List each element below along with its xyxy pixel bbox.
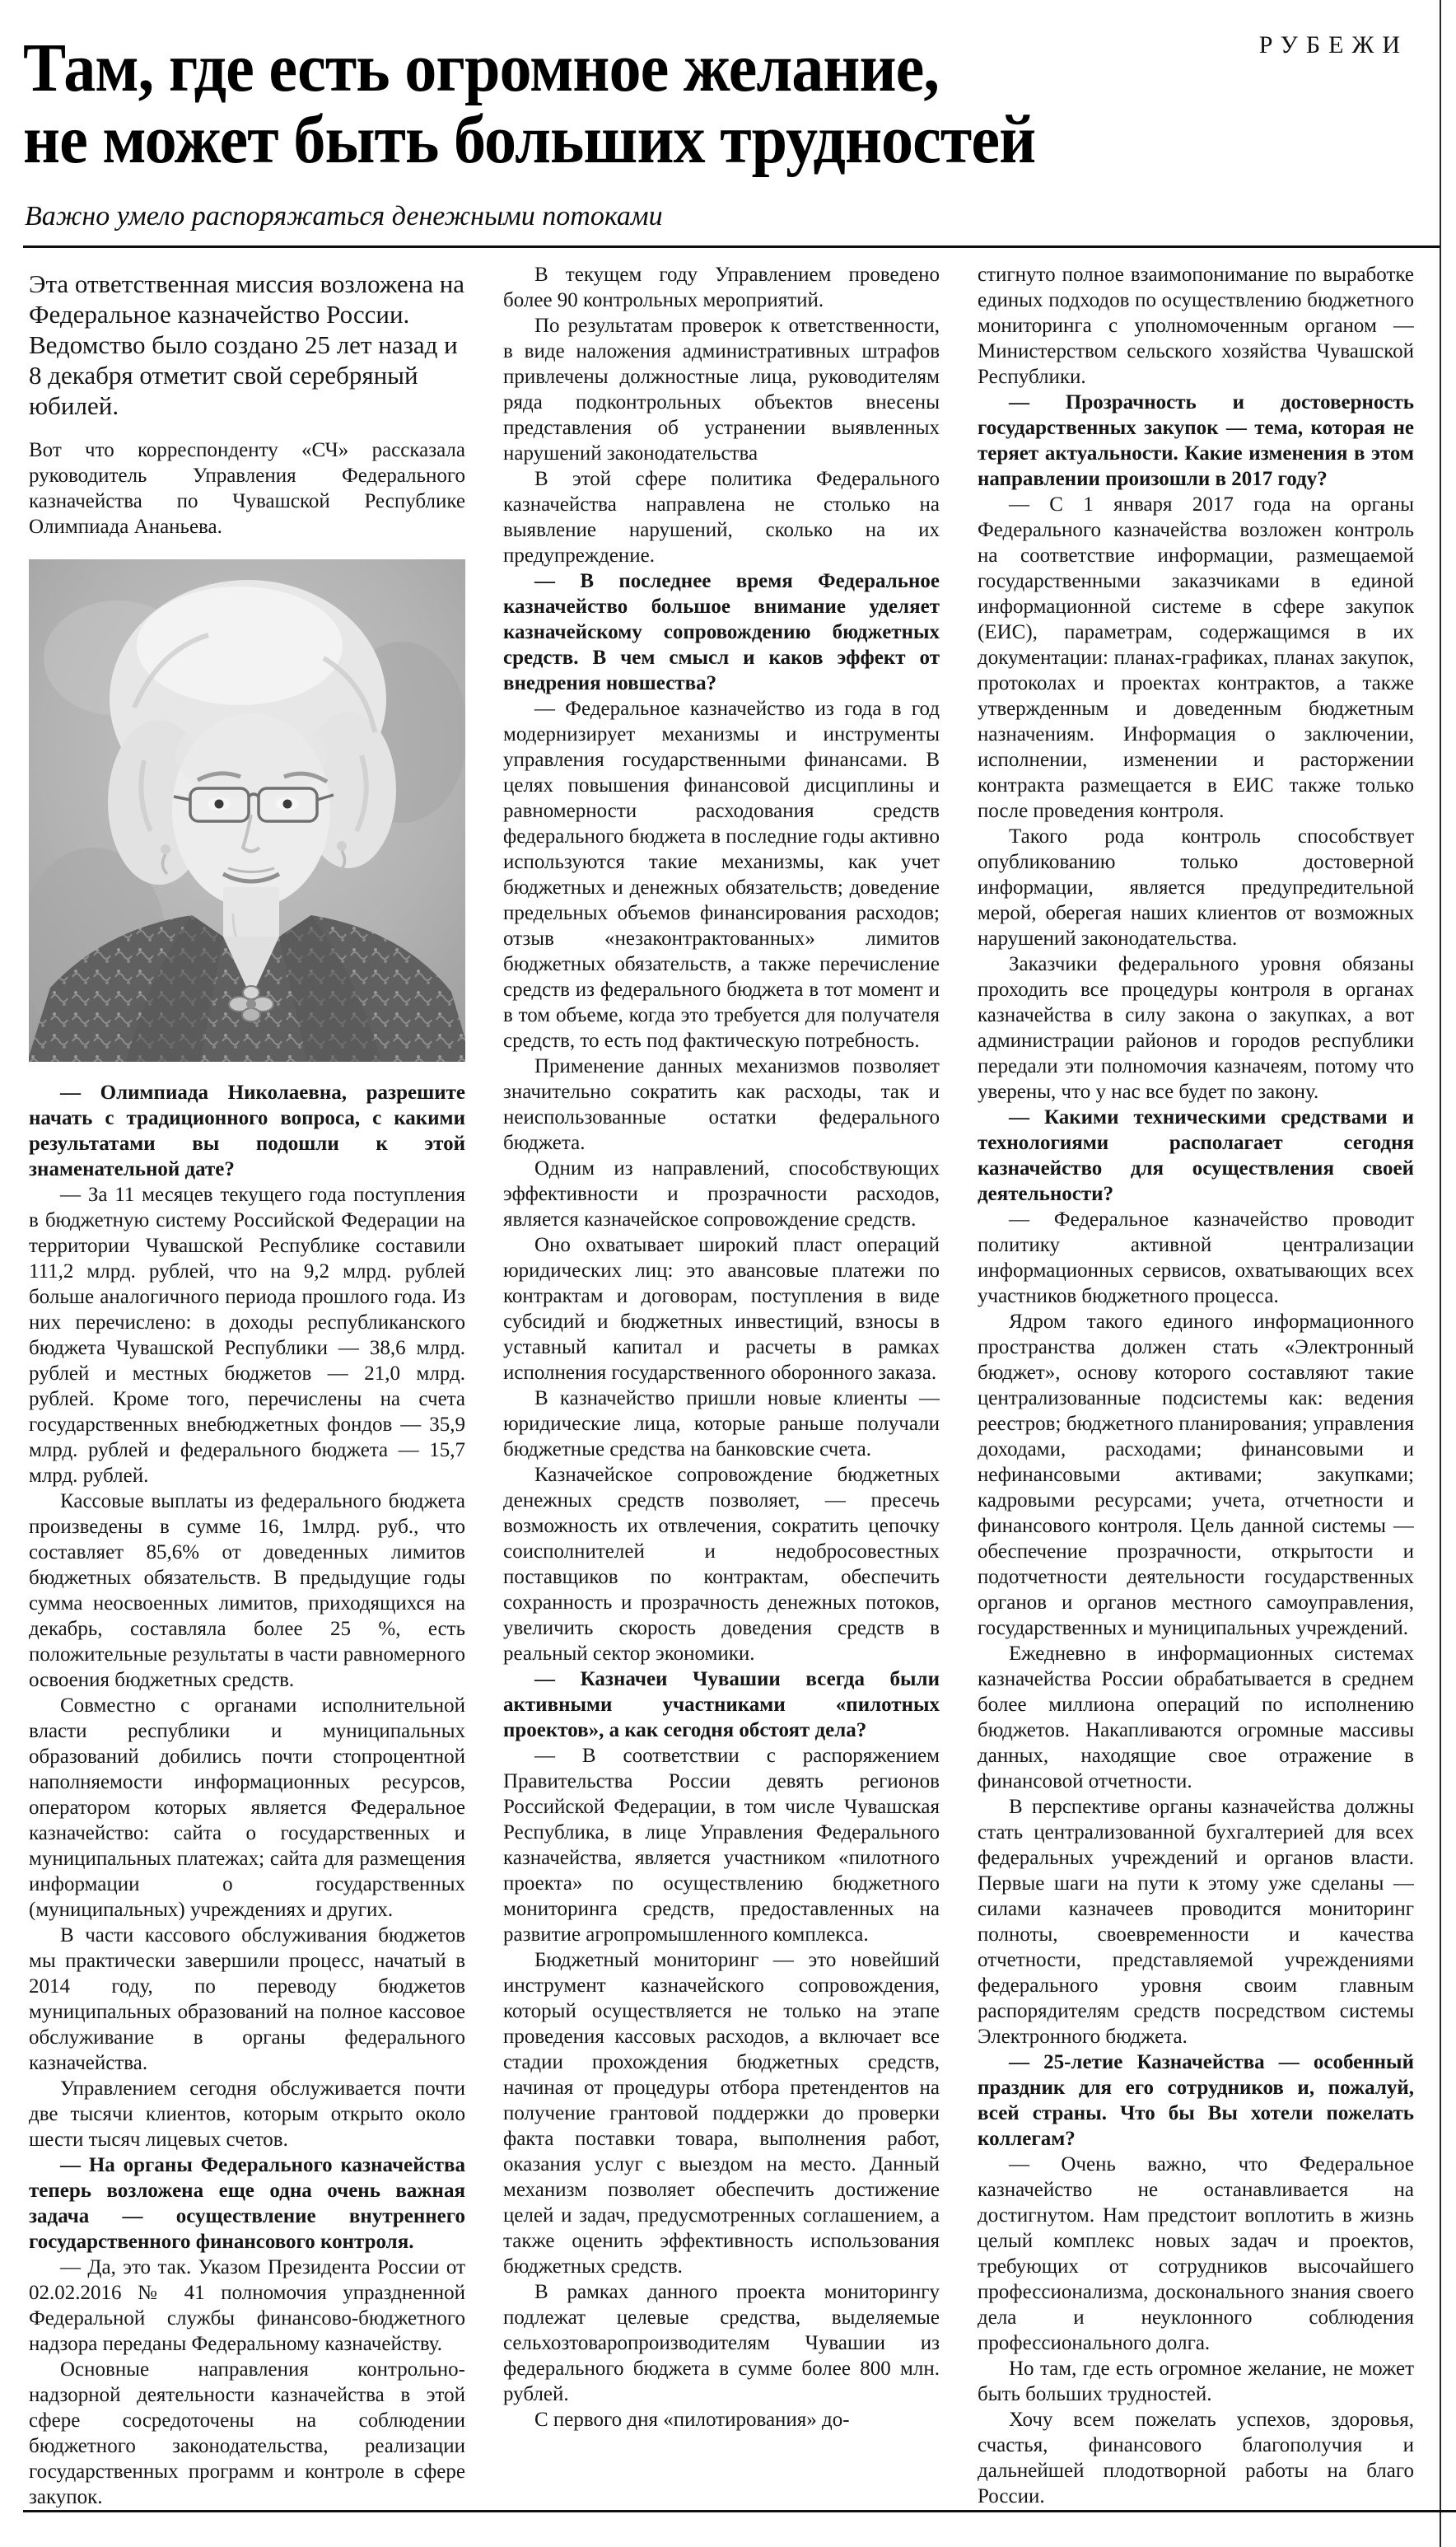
page-edge-divider [1440, 0, 1441, 2547]
article-paragraph: В перспективе органы казначейства должны стать централизованной бухгалтерией для всех федеральных учреждений и органов власти. Первые шаги на пути к этому уже сделаны — силами казначеев проводится мониторинг полноты, своевременности и качества отчетности, представляемой учреждениями федерального уровня своим главным распорядителям средств посредством системы Электронного бюджета. [978, 1796, 1414, 2048]
article-paragraph: Управлением сегодня обслуживается почти две тысячи клиентов, которым открыто около шести тысяч лицевых счетов. [29, 2077, 465, 2151]
headline-line-1: Там, где есть огромное желание, [23, 30, 939, 106]
intro-paragraph: Вот что корреспонденту «СЧ» рассказала руководитель Управления Федерального казначейства по Чувашской Республике Олимпиада Ананьева. [29, 439, 465, 538]
header-divider [23, 245, 1441, 248]
interview-question: — Казначеи Чувашии всегда были активными участниками «пилотных проектов», а как сегодня обстоят дела? [503, 1668, 940, 1741]
article-paragraph: — За 11 месяцев текущего года поступления в бюджетную систему Российской Федерации на территории Чувашской Республике составили 111,2 млрд. рублей, что на 9,2 млрд. рублей больше аналогичного периода прошлого года. Из них перечислено: в доходы республиканского бюджета Чувашской Республики — 38,6 млрд. рублей и местных бюджетов — 21,0 млрд. рублей. Кроме того, перечислены на счета государственных внебюджетных фондов — 35,9 млрд. рублей и федерального бюджета — 15,7 млрд. рублей. [29, 1184, 465, 1487]
article-paragraph: С первого дня «пилотирования» до- [534, 2409, 850, 2431]
interview-question: — В последнее время Федеральное казначейство большое внимание уделяет казначейскому сопровождению бюджетных средств. В чем смысл и каков эффект от внедрения новшества? [503, 570, 940, 694]
portrait-photo [29, 559, 465, 1062]
article-paragraph: Кассовые выплаты из федерального бюджета произведены в сумме 16, 1млрд. руб., что составляет 85,6% от доведенных лимитов бюджетных обязательств. В предыдущие годы сумма неосвоенных лимитов, приходящихся на декабрь, составляла более 25 %, есть положительные результаты в части равномерного освоения бюджетных средств. [29, 1490, 465, 1691]
interview-question: — На органы Федерального казначейства теперь возложена еще одна очень важная задача — осуществление внутреннего государственного финансового контроля. [29, 2154, 465, 2253]
article-paragraph: — Федеральное казначейство из года в год модернизирует механизмы и инструменты управления государственными финансами. В целях повышения финансовой дисциплины и равномерности расходования средств федерального бюджета в последние годы активно используются такие механизмы, как учет бюджетных и денежных обязательств; доведение предельных объемов финансирования расходов; отзыв «незаконтрактованных» лимитов бюджетных обязательств, а также перечисление средств из федерального бюджета в тот момент и в том объеме, когда это требуется для получателя средств, то есть под фактическую потребность. [503, 698, 940, 1052]
article-paragraph: В казначейство пришли новые клиенты — юридические лица, которые раньше получали бюджетные средства на банковские счета. [503, 1387, 940, 1460]
article-paragraph: — Федеральное казначейство проводит политику активной централизации информационных сервисов, охватывающих всех участников бюджетного процесса. [978, 1208, 1414, 1307]
interview-question: — 25-летие Казначейства — особенный праздник для его сотрудников и, пожалуй, всей страны. Что бы Вы хотели пожелать коллегам? [978, 2051, 1414, 2150]
article-paragraph: Казначейское сопровождение бюджетных денежных средств позволяет, — пресечь возможность их отвлечения, сократить цепочку соисполнителей и недобросовестных поставщиков по контрактам, обеспечить сохранность и прозрачность денежных потоков, увеличить скорость доведения средств в реальный сектор экономики. [503, 1464, 940, 1665]
interview-question: — Какими техническими средствами и технологиями располагает сегодня казначейство для осуществления своей деятельности? [978, 1106, 1414, 1205]
article-subtitle: Важно умело распоряжаться денежными потоками [25, 201, 663, 231]
interview-question: — Прозрачность и достоверность государственных закупок — тема, которая не теряет актуальности. Какие изменения в этом направлении произошли в 2017 году? [978, 391, 1414, 490]
article-paragraph: Одним из направлений, способствующих эффективности и прозрачности расходов, является казначейское сопровождение средств. [503, 1157, 940, 1231]
article-paragraph: Основные направления контрольно-надзорной деятельности казначейства в этой сфере сосредоточены на соблюдении бюджетного законодательства, реализации государственных программ и контроле в сфере закупок. [29, 2358, 465, 2507]
article-paragraph: В части кассового обслуживания бюджетов мы практически завершили процесс, начатый в 2014 году, по переводу бюджетов муниципальных образований на полное кассовое обслуживание в органы федерального казначейства. [29, 1924, 465, 2074]
article-paragraph: — С 1 января 2017 года на органы Федерального казначейства возложен контроль на соответствие информации, размещаемой государственными заказчиками в единой информационной системе в сфере закупок (ЕИС), параметрам, содержащимся в их документации: планах-графиках, планах закупок, протоколах и проектах контрактов, а также утвержденным и доведенным бюджетным назначениям. Информация о заключении, исполнении, изменении и расторжении контракта размещается в ЕИС также только после проведения контроля. [978, 493, 1414, 822]
article-paragraph: Применение данных механизмов позволяет значительно сократить как расходы, так и неиспользованные остатки федерального бюджета. [503, 1055, 940, 1154]
article-column-3 [978, 262, 1414, 2507]
article-paragraph: Заказчики федерального уровня обязаны проходить все процедуры контроля в органах казначейства в силу закона о закупках, а вот администрации районов и городов республики передали эти полномочия казначеям, потому что уверены, что у нас все будет по закону. [978, 953, 1414, 1103]
article-paragraph: Оно охватывает широкий пласт операций юридических лиц: это авансовые платежи по контрактам и договорам, поступления в виде субсидий и бюджетных инвестиций, взносы в уставный капитал и расчеты в рамках исполнения государственного оборонного заказа. [503, 1234, 940, 1384]
lead-paragraph: Эта ответственная миссия возложена на Федеральное казначейство России. Ведомство было создано 25 лет назад и 8 декабря отметит свой серебряный юбилей. [29, 269, 465, 420]
interview-question: — Олимпиада Николаевна, разрешите начать с традиционного вопроса, с какими результатами вы подошли к этой знаменательной дате? [29, 1082, 465, 1180]
article-paragraph: Ядром такого единого информационного пространства должен стать «Электронный бюджет», основу которого составляют такие централизованные подсистемы как: ведения реестров; бюджетного планирования; управления доходами, расходами; финансовыми и нефинансовыми активами; закупками; кадровыми ресурсами; учета, отчетности и финансового контроля. Цель данной системы — обеспечение прозрачности, открытости и подотчетности деятельности государственных органов и органов местного самоуправления, государственных и муниципальных учреждений. [978, 1311, 1414, 1639]
article-paragraph: — В соответствии с распоряжением Правительства России девять регионов Российской Федерации, в том числе Чувашская Республика, в лице Управления Федерального казначейства, является участником «пилотного проекта» по осуществлению бюджетного мониторинга средств, предоставленных на развитие агропромышленного комплекса. [503, 1745, 940, 1946]
bottom-divider [23, 2510, 1456, 2512]
article-paragraph: В рамках данного проекта мониторингу подлежат целевые средства, выделяемые сельхозтоваропроизводителям Чувашии из федерального бюджета в сумме более 800 млн. рублей. [503, 2281, 940, 2405]
article-paragraph: Но там, где есть огромное желание, не может быть больших трудностей. [978, 2358, 1414, 2405]
article-paragraph: Ежедневно в информационных системах казначейства России обрабатывается в среднем более миллиона операций по исполнению бюджетов. Накапливаются огромные массивы данных, находящие свое отражение в финансовой отчетности. [978, 1643, 1414, 1792]
article-paragraph: В текущем году Управлением проведено более 90 контрольных мероприятий. [503, 264, 940, 311]
article-column-1 [29, 262, 465, 2507]
article-paragraph: стигнуто полное взаимопонимание по выработке единых подходов по осуществлению бюджетного мониторинга с уполномоченным органом — Министерством сельского хозяйства Чувашской Республики. [978, 264, 1414, 388]
article-headline [23, 30, 1172, 178]
article-paragraph: По результатам проверок к ответственности, в виде наложения административных штрафов привлечены должностные лица, руководителям ряда подконтрольных объектов внесены представления об устранении выявленных нарушений законодательства [503, 315, 940, 465]
article-paragraph: Совместно с органами исполнительной власти республики и муниципальных образований добились почти стопроцентной наполняемости информационных ресурсов, оператором которых является Федеральное казначейство: сайта о государственных и муниципальных платежах; сайта для размещения информации о государственных (муниципальных) учреждениях и других. [29, 1694, 465, 1921]
headline-line-2: не может быть больших трудностей [23, 100, 1036, 178]
article-paragraph: — Да, это так. Указом Президента России от 02.02.2016 № 41 полномочия упраздненной Федеральной службы финансово-бюджетного надзора переданы Федеральному казначейству. [29, 2256, 465, 2355]
article-paragraph: В этой сфере политика Федерального казначейства направлена не столько на выявление нарушений, сколько на их предупреждение. [503, 468, 940, 567]
article-column-2 [503, 262, 940, 2507]
section-label: РУБЕЖИ [1258, 31, 1408, 58]
article-paragraph: Такого рода контроль способствует опубликованию только достоверной информации, является предупредительной мерой, оберегая наших клиентов от возможных нарушений законодательства. [978, 825, 1414, 950]
article-paragraph: Бюджетный мониторинг — это новейший инструмент казначейского сопровождения, который осуществляется не только на этапе проведения кассовых расходов, а включает все стадии прохождения бюджетных средств, начиная от процедуры отбора претендентов на получение грантовой поддержки до проверки факта поставки товара, выполнения работ, оказания услуг с выездом на место. Данный механизм позволяет обеспечить достижение целей и задач, предусмотренных соглашением, а также оценить эффективность использования бюджетных средств. [503, 1949, 940, 2278]
article-paragraph: Хочу всем пожелать успехов, здоровья, счастья, финансового благополучия и дальнейшей плодотворной работы на благо России. [978, 2409, 1414, 2507]
article-paragraph: — Очень важно, что Федеральное казначейство не останавливается на достигнутом. Нам предстоит воплотить в жизнь целый комплекс новых задач и проектов, требующих от сотрудников высочайшего профессионализма, досконального знания своего дела и неуклонного соблюдения профессионального долга. [978, 2153, 1414, 2354]
